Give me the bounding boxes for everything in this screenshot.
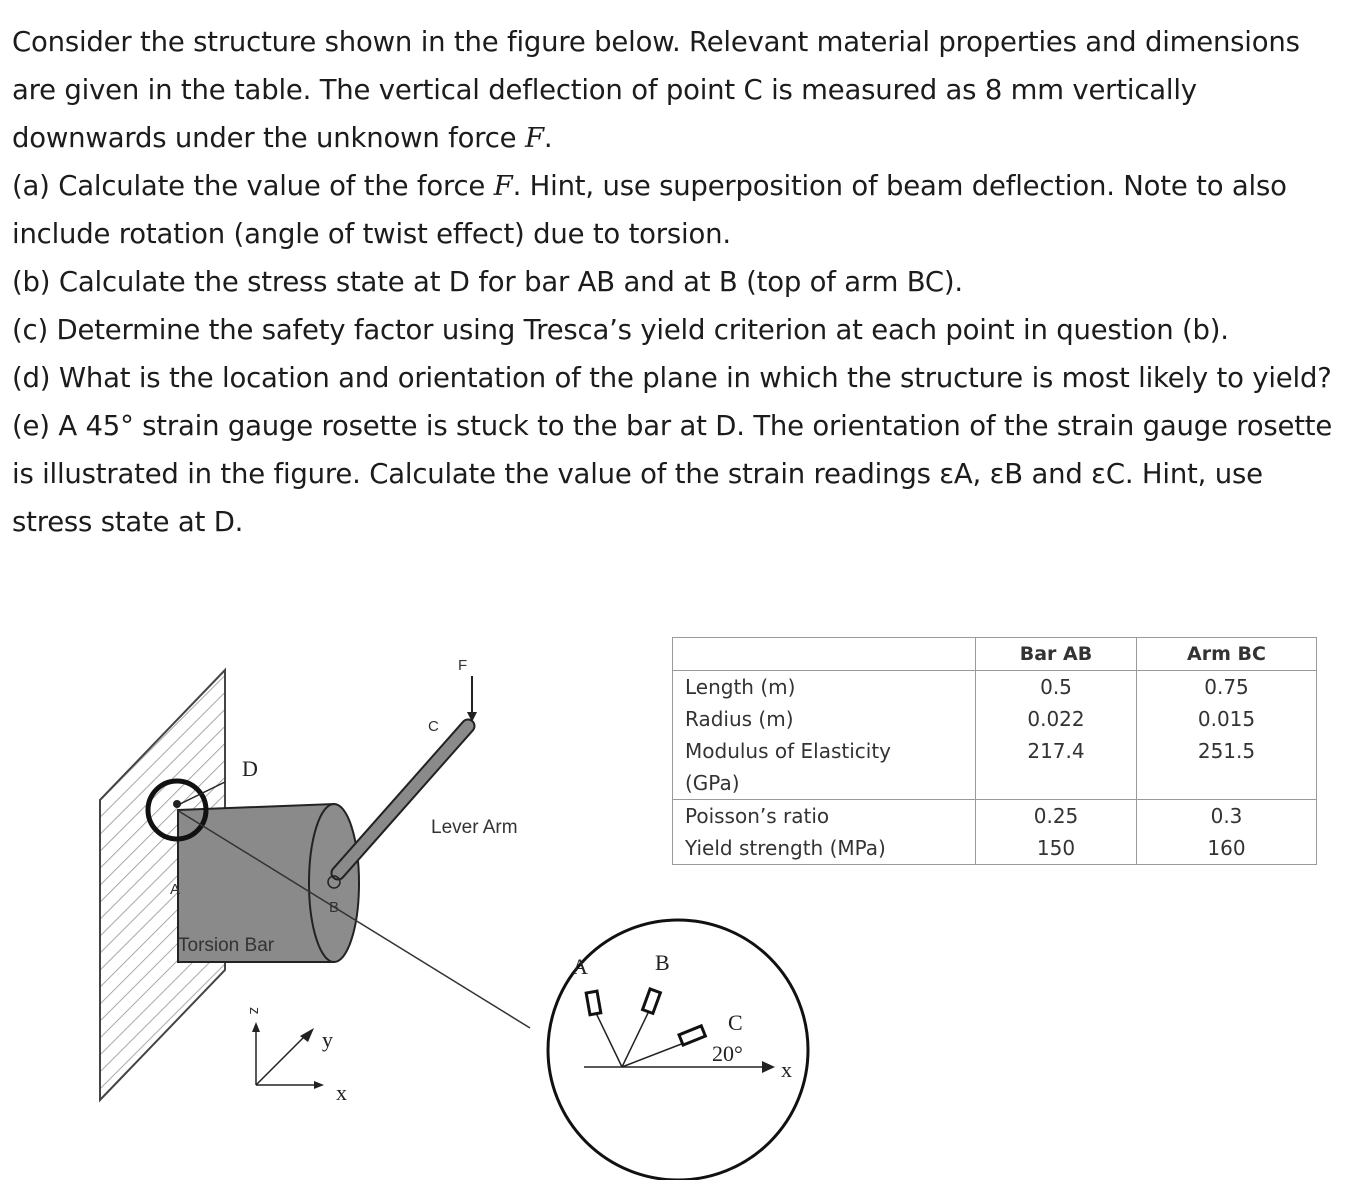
part-d: (d) What is the location and orientation of the plane in which the structure is most likely to yield? xyxy=(12,362,1332,394)
label-c: C xyxy=(428,718,439,735)
table-bar-ab-group1: 0.5 0.022 217.4 xyxy=(976,671,1137,800)
label-axis-x: x xyxy=(336,1080,347,1105)
rosette-label-a: A xyxy=(572,954,588,979)
label-axis-y: y xyxy=(322,1027,333,1052)
label-a: A xyxy=(170,881,181,898)
rosette-label-x: x xyxy=(781,1057,792,1082)
lever-arm-fill xyxy=(338,726,468,873)
label-f: F xyxy=(458,657,468,674)
table-arm-bc-group1: 0.75 0.015 251.5 xyxy=(1137,671,1317,800)
part-a: (a) Calculate the value of the force F. Hint, use superposition of beam deflection. Note to also include rotation (angle of twist effect) due to torsion. xyxy=(12,170,1287,250)
label-lever-arm: Lever Arm xyxy=(431,817,518,838)
label-axis-z: z xyxy=(246,1007,263,1015)
structure-figure xyxy=(90,640,840,1180)
axis-z-arrow xyxy=(252,1022,260,1032)
label-d: D xyxy=(242,756,258,781)
table-header-bar-ab: Bar AB xyxy=(976,638,1137,671)
intro-paragraph: Consider the structure shown in the figure below. Relevant material properties and dimensions are given in the table. The vertical deflection of point C is measured as 8 mm vertically downwards under the unknown force F. xyxy=(12,26,1300,154)
table-bar-ab-group2: 0.25 150 xyxy=(976,800,1137,865)
part-c: (c) Determine the safety factor using Tresca’s yield criterion at each point in question (b). xyxy=(12,314,1229,346)
part-b: (b) Calculate the stress state at D for bar AB and at B (top of arm BC). xyxy=(12,266,963,298)
table-labels-group2: Poisson’s ratio Yield strength (MPa) xyxy=(673,800,976,865)
table-labels-group1: Length (m) Radius (m) Modulus of Elasticity (GPa) xyxy=(673,671,976,800)
axis-y xyxy=(256,1036,305,1085)
point-d-dot xyxy=(173,800,181,808)
table-header-arm-bc: Arm BC xyxy=(1137,638,1317,671)
label-b: B xyxy=(329,899,340,916)
part-e: (e) A 45° strain gauge rosette is stuck to the bar at D. The orientation of the strain gauge rosette is illustrated in the figure. Calculate the value of the strain readings εA, εB and εC. Hint, use stress state at D. xyxy=(12,410,1333,538)
label-torsion-bar: Torsion Bar xyxy=(178,935,275,956)
rosette-label-b: B xyxy=(655,950,670,975)
question-text xyxy=(12,18,1338,546)
rosette-label-c: C xyxy=(728,1010,743,1035)
torsion-bar-end xyxy=(309,804,359,962)
axis-x-arrow xyxy=(314,1081,324,1089)
table-arm-bc-group2: 0.3 160 xyxy=(1137,800,1317,865)
rosette-label-angle: 20° xyxy=(712,1041,743,1066)
gauge-a xyxy=(586,991,601,1015)
